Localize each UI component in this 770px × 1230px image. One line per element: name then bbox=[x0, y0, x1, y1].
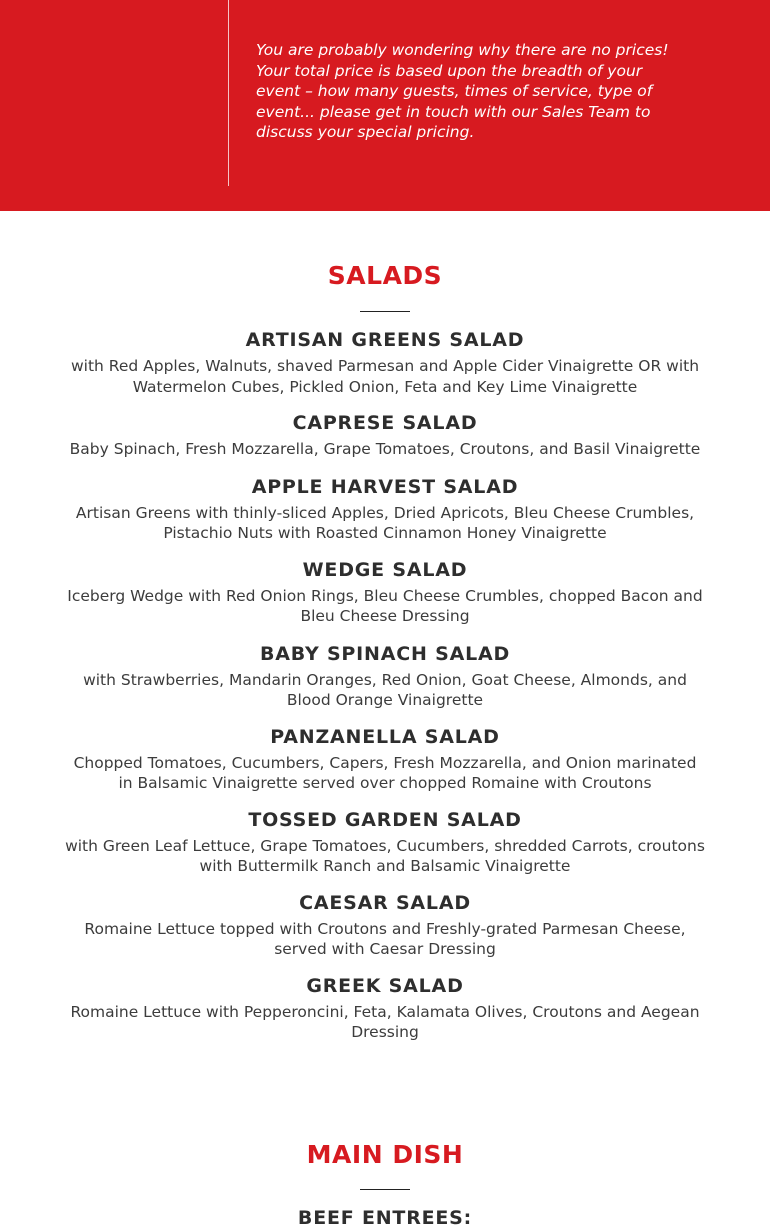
menu-item bbox=[0, 475, 770, 544]
menu-item-title: CAESAR SALAD bbox=[299, 891, 471, 914]
menu-item-title: PANZANELLA SALAD bbox=[270, 725, 500, 748]
menu-item-description: Romaine Lettuce with Pepperoncini, Feta, Kalamata Olives, Croutons and Aegean Dressing bbox=[70, 1002, 700, 1041]
menu-item bbox=[0, 974, 770, 1043]
banner-divider-line bbox=[228, 0, 229, 186]
menu-item-description: Baby Spinach, Fresh Mozzarella, Grape Tomatoes, Croutons, and Basil Vinaigrette bbox=[69, 440, 701, 458]
menu-item-description: with Red Apples, Walnuts, shaved Parmesan and Apple Cider Vinaigrette OR with Watermelon Cubes, Pickled Onion, Feta and Key Lime Vinaigrette bbox=[70, 357, 700, 396]
menu-item-description: Iceberg Wedge with Red Onion Rings, Bleu Cheese Crumbles, chopped Bacon and Bleu Cheese Dressing bbox=[67, 586, 703, 625]
menu-item-description: with Strawberries, Mandarin Oranges, Red Onion, Goat Cheese, Almonds, and Blood Orange Vinaigrette bbox=[83, 670, 687, 709]
menu-item-title: APPLE HARVEST SALAD bbox=[251, 475, 519, 498]
beef-entrees-heading: BEEF ENTREES: bbox=[297, 1207, 473, 1229]
menu-item-description: with Green Leaf Lettuce, Grape Tomatoes, Cucumbers, shredded Carrots, croutons with Buttermilk Ranch and Balsamic Vinaigrette bbox=[65, 836, 705, 875]
salads-divider bbox=[360, 311, 410, 312]
menu-item bbox=[0, 642, 770, 711]
salads-section-title: SALADS bbox=[327, 261, 443, 290]
menu-item bbox=[0, 808, 770, 877]
main-dish-section-title: MAIN DISH bbox=[306, 1140, 464, 1169]
menu-item bbox=[0, 891, 770, 960]
menu-item-title: BABY SPINACH SALAD bbox=[259, 642, 511, 665]
pricing-note: You are probably wondering why there are no prices! Your total price is based upon the breadth of your event – how many guests, times of service, type of event... please get in touch with our Sales Team to discuss your special pricing. bbox=[256, 41, 669, 141]
menu-item-description: Chopped Tomatoes, Cucumbers, Capers, Fresh Mozzarella, and Onion marinated in Balsamic Vinaigrette served over chopped Romaine with Croutons bbox=[73, 753, 697, 792]
menu-item-title: TOSSED GARDEN SALAD bbox=[248, 808, 522, 831]
menu-item bbox=[0, 558, 770, 627]
main-dish-divider bbox=[360, 1189, 410, 1190]
menu-item-title: ARTISAN GREENS SALAD bbox=[245, 329, 525, 351]
menu-item bbox=[0, 725, 770, 794]
salads-list bbox=[0, 328, 770, 1043]
menu-item bbox=[0, 411, 770, 460]
menu-item-title: WEDGE SALAD bbox=[302, 558, 468, 581]
intro-banner bbox=[0, 0, 770, 211]
banner-intro-text bbox=[256, 0, 686, 3]
menu-item-description: Artisan Greens with thinly-sliced Apples, Dried Apricots, Bleu Cheese Crumbles, Pistachio Nuts with Roasted Cinnamon Honey Vinaigrette bbox=[75, 503, 695, 542]
menu-item bbox=[0, 328, 770, 397]
menu-item-title: GREEK SALAD bbox=[306, 974, 464, 997]
menu-item-description: Romaine Lettuce topped with Croutons and Freshly-grated Parmesan Cheese, served with Caesar Dressing bbox=[84, 919, 686, 958]
menu-item-title: CAPRESE SALAD bbox=[292, 412, 478, 434]
